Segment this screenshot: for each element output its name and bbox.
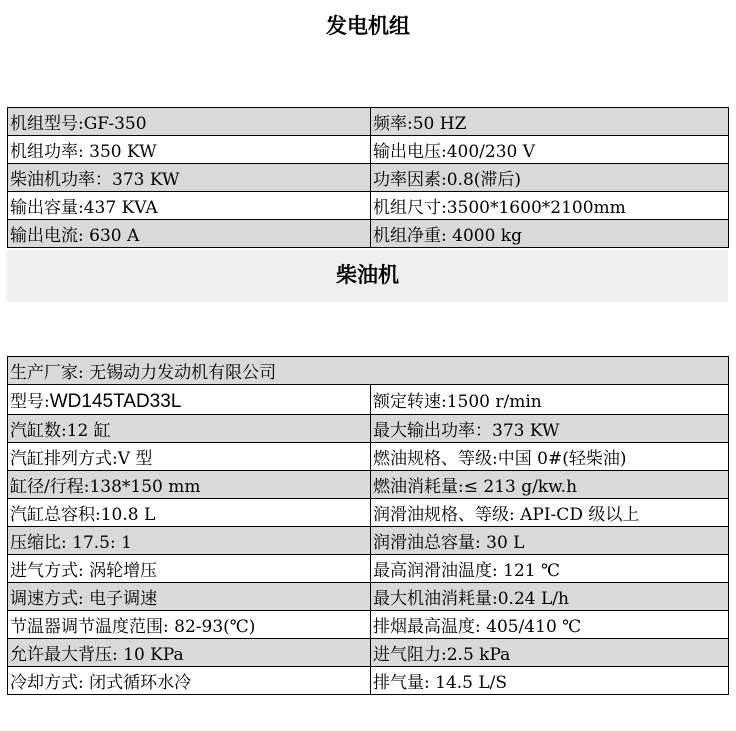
spec-cell: 进气方式: 涡轮增压 xyxy=(8,555,371,583)
spec-cell: 允许最大背压: 10 KPa xyxy=(8,639,371,667)
table-row xyxy=(8,639,729,667)
table-row xyxy=(8,136,729,164)
spec-cell: 功率因素:0.8(滞后) xyxy=(371,164,729,192)
table-row xyxy=(8,471,729,499)
spec-cell: 额定转速:1500 r/min xyxy=(371,385,729,415)
table-row xyxy=(8,220,729,248)
model-label: 型号: xyxy=(10,391,50,412)
spec-cell: 压缩比: 17.5: 1 xyxy=(8,527,371,555)
spec-cell: 排气量: 14.5 L/S xyxy=(371,667,729,695)
spec-cell: 节温器调节温度范围: 82-93(℃) xyxy=(8,611,371,639)
spec-cell: 输出容量:437 KVA xyxy=(8,192,371,220)
table-row xyxy=(8,611,729,639)
spec-cell: 最大输出功率：373 KW xyxy=(371,415,729,443)
generator-spec-table xyxy=(7,107,729,248)
spec-cell: 调速方式: 电子调速 xyxy=(8,583,371,611)
model-cell xyxy=(8,385,371,415)
spec-cell: 机组功率: 350 KW xyxy=(8,136,371,164)
table-row xyxy=(8,443,729,471)
spec-cell: 汽缸数:12 缸 xyxy=(8,415,371,443)
table-row xyxy=(8,192,729,220)
spec-cell: 输出电流: 630 A xyxy=(8,220,371,248)
table-row xyxy=(8,555,729,583)
generator-set-title: 发电机组 xyxy=(326,14,410,38)
spec-cell: 缸径/行程:138*150 mm xyxy=(8,471,371,499)
diesel-engine-title: 柴油机 xyxy=(336,263,399,287)
table-row xyxy=(8,108,729,136)
spec-cell: 汽缸排列方式:V 型 xyxy=(8,443,371,471)
table-row xyxy=(8,357,729,385)
manufacturer-cell: 生产厂家: 无锡动力发动机有限公司 xyxy=(8,357,729,385)
engine-spec-table xyxy=(7,356,729,695)
table-row xyxy=(8,527,729,555)
spec-cell: 润滑油总容量: 30 L xyxy=(371,527,729,555)
table-row xyxy=(8,583,729,611)
spec-cell: 润滑油规格、等级: API-CD 级以上 xyxy=(371,499,729,527)
spec-cell: 最高润滑油温度: 121 ℃ xyxy=(371,555,729,583)
spec-cell: 排烟最高温度: 405/410 ℃ xyxy=(371,611,729,639)
spec-cell: 机组型号:GF-350 xyxy=(8,108,371,136)
spec-cell: 汽缸总容积:10.8 L xyxy=(8,499,371,527)
spec-cell: 燃油规格、等级:中国 0#(轻柴油) xyxy=(371,443,729,471)
spec-cell: 燃油消耗量:≤ 213 g/kw.h xyxy=(371,471,729,499)
spec-cell: 机组尺寸:3500*1600*2100mm xyxy=(371,192,729,220)
spec-cell: 最大机油消耗量:0.24 L/h xyxy=(371,583,729,611)
spec-cell: 机组净重: 4000 kg xyxy=(371,220,729,248)
spec-cell: 频率:50 HZ xyxy=(371,108,729,136)
table-row xyxy=(8,164,729,192)
spec-cell: 进气阻力:2.5 kPa xyxy=(371,639,729,667)
table-row xyxy=(8,499,729,527)
table-row xyxy=(8,667,729,695)
table-row xyxy=(8,385,729,415)
spec-cell: 冷却方式: 闭式循环水冷 xyxy=(8,667,371,695)
model-value: WD145TAD33L xyxy=(49,390,182,412)
spec-cell: 柴油机功率：373 KW xyxy=(8,164,371,192)
engine-section-header xyxy=(7,250,728,302)
table-row xyxy=(8,415,729,443)
spec-cell: 输出电压:400/230 V xyxy=(371,136,729,164)
